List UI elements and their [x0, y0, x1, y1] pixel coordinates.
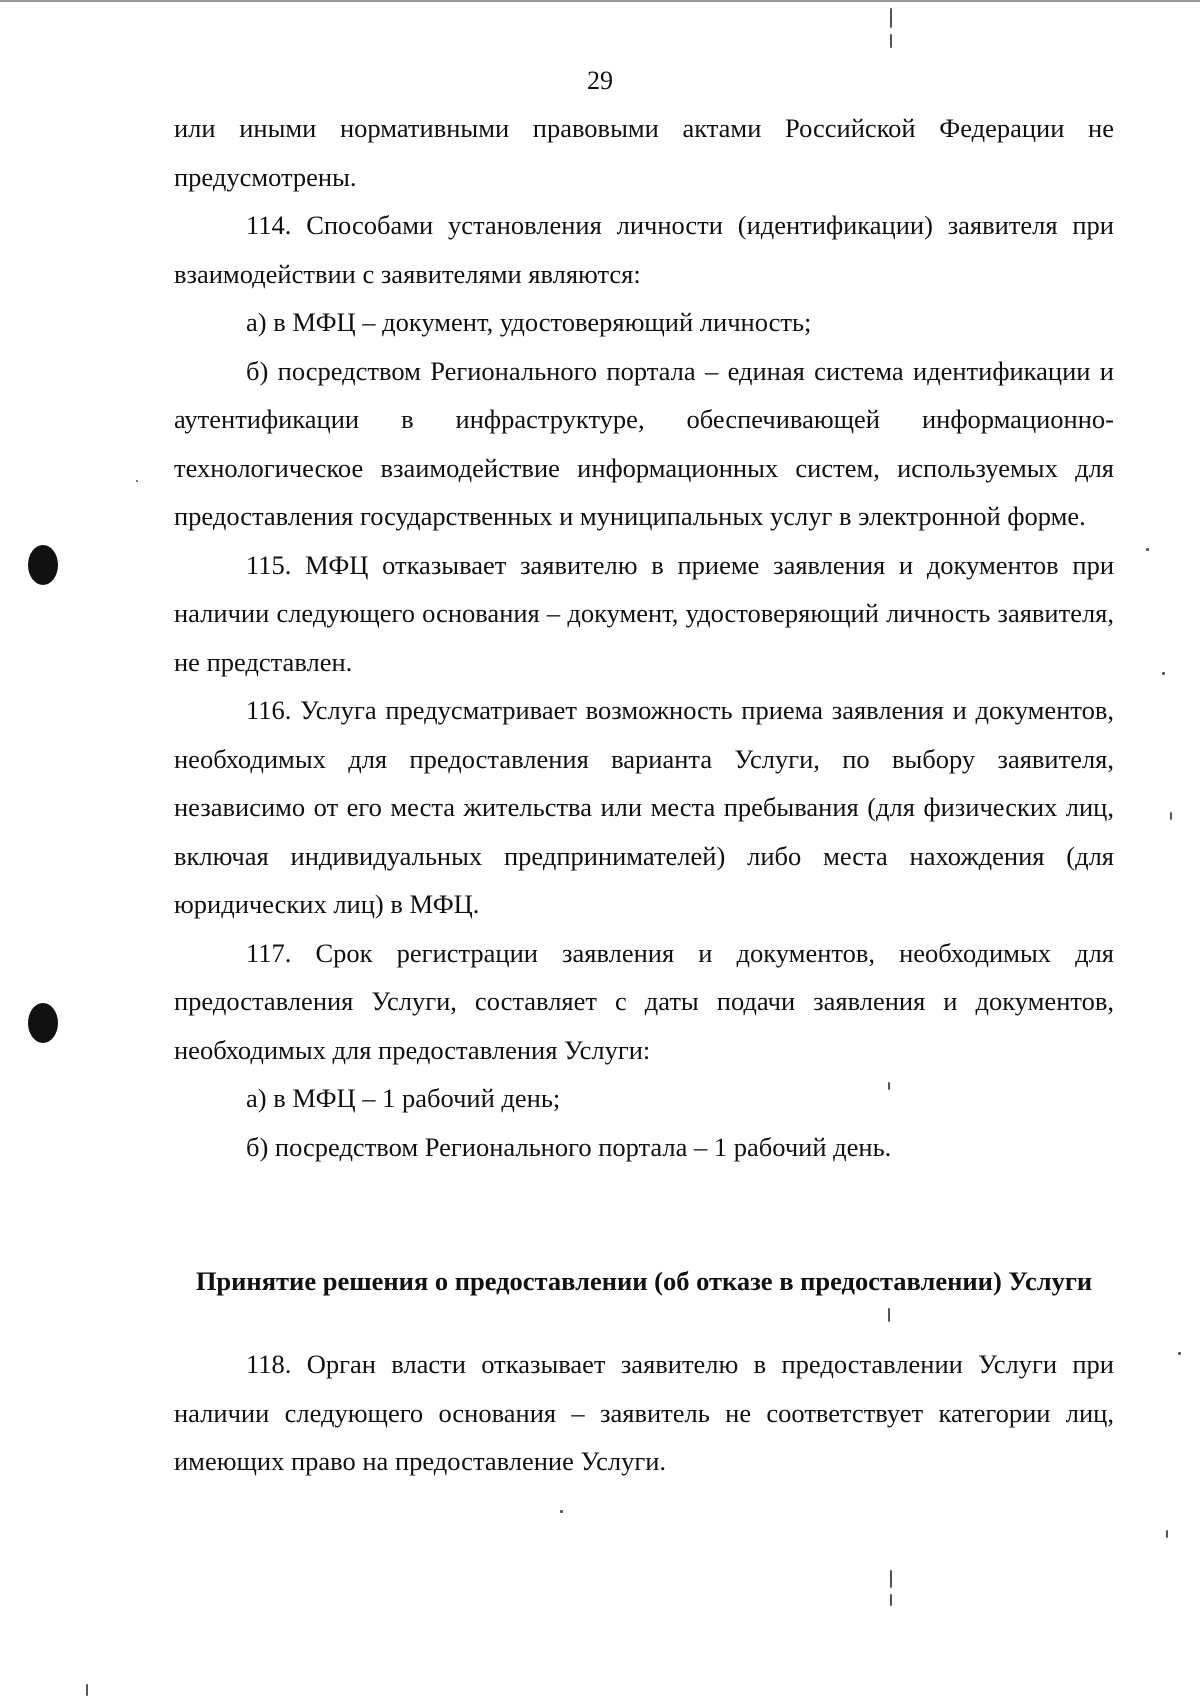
scan-speck: [890, 8, 892, 28]
scan-speck: [890, 1570, 892, 1588]
paragraph-continuation: или иными нормативными правовыми актами Российской Федерации не предусмотрены.: [174, 113, 1114, 192]
scan-speck: [136, 480, 138, 482]
scan-speck: [888, 1308, 890, 1322]
paragraph-117: 117. Срок регистрации заявления и документов, необходимых для предоставления Услуги, составляет с даты подачи заявления и документов, необходимых для предоставления Услуги:: [174, 937, 1114, 1065]
section-heading: Принятие решения о предоставлении (об отказе в предоставлении) Услуги: [195, 1266, 1093, 1296]
scan-edge-line: [0, 0, 1200, 2]
scan-speck: [890, 1594, 892, 1606]
scan-speck: [1146, 548, 1149, 551]
paragraph-117-a: а) в МФЦ – 1 рабочий день;: [246, 1083, 561, 1113]
paragraph-115: 115. МФЦ отказывает заявителю в приеме заявления и документов при наличии следующего основания – документ, удостоверяющий личность заявителя, не представлен.: [174, 549, 1114, 677]
paragraph-114-b: б) посредством Регионального портала – единая система идентификации и аутентификации в инфраструктуре, обеспечивающей информационно-технологическое взаимодействие информационных систем, используемых для предоставления государственных и муниципальных услуг в электронной форме.: [174, 355, 1114, 531]
page-number: 29: [587, 66, 613, 95]
scan-speck: [1162, 672, 1165, 675]
scan-speck: [1170, 812, 1172, 820]
paragraph-114-a: а) в МФЦ – документ, удостоверяющий личность;: [246, 307, 812, 337]
punch-hole-top: [28, 545, 58, 585]
paragraph-117-b: б) посредством Регионального портала – 1 рабочий день.: [246, 1131, 892, 1162]
document-body-continued: [174, 1340, 1114, 1486]
scan-speck: [1178, 1352, 1181, 1355]
paragraph-118: 118. Орган власти отказывает заявителю в предоставлении Услуги при наличии следующего основания – заявитель не соответствует категории лиц, имеющих право на предоставление Услуги.: [174, 1349, 1114, 1476]
scan-speck: [560, 1510, 563, 1513]
scan-speck: [1166, 1530, 1168, 1538]
paragraph-114: 114. Способами установления личности (идентификации) заявителя при взаимодействии с заявителями являются:: [174, 210, 1114, 289]
scan-speck: [890, 34, 892, 48]
document-body: [174, 104, 1114, 1171]
punch-hole-bottom: [28, 1003, 58, 1043]
scan-speck: [86, 1684, 88, 1696]
scan-speck: [888, 1082, 890, 1090]
paragraph-116: 116. Услуга предусматривает возможность приема заявления и документов, необходимых для предоставления варианта Услуги, по выбору заявителя, независимо от его места жительства или места пребывания (для физических лиц, включая индивидуальных предпринимателей) либо места нахождения (для юридических лиц) в МФЦ.: [174, 695, 1114, 919]
